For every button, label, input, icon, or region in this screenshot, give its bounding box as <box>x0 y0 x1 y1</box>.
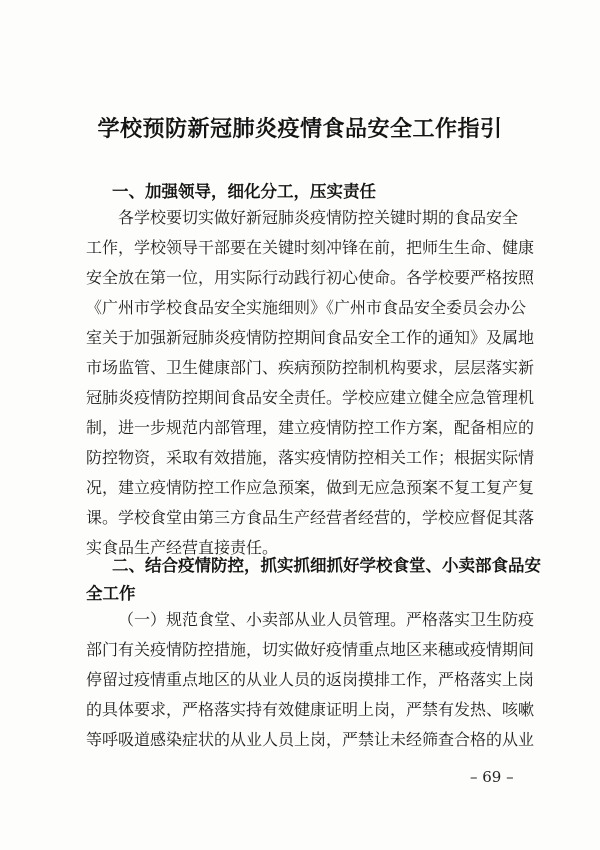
section-1-line: 课。学校食堂由第三方食品生产经营者经营的，学校应督促其落 <box>86 508 535 527</box>
section-1-line: 市场监管、卫生健康部门、疾病预防控制机构要求，层层落实新 <box>86 358 535 377</box>
section-2-line: （一）规范食堂、小卖部从业人员管理。严格落实卫生防疫 <box>118 610 535 629</box>
page-number: – 69 – <box>470 768 514 786</box>
section-1-line: 况，建立疫情防控工作应急预案，做到无应急预案不复工复产复 <box>86 478 535 497</box>
section-1-line: 《广州市学校食品安全实施细则》《广州市食品安全委员会办公 <box>86 298 527 317</box>
section-1-line: 各学校要切实做好新冠肺炎疫情防控关键时期的食品安全 <box>118 208 519 227</box>
section-1-line: 安全放在第一位，用实际行动践行初心使命。各学校要严格按照 <box>86 268 535 287</box>
section-1-line: 冠肺炎疫情防控期间食品安全责任。学校应建立健全应急管理机 <box>86 388 535 407</box>
section-1-line: 防控物资，采取有效措施，落实疫情防控相关工作；根据实际情 <box>86 448 535 467</box>
document-title: 学校预防新冠肺炎疫情食品安全工作指引 <box>97 116 503 142</box>
section-2-line: 停留过疫情重点地区的从业人员的返岗摸排工作，严格落实上岗 <box>86 670 535 689</box>
section-1-line: 制，进一步规范内部管理，建立疫情防控工作方案，配备相应的 <box>86 418 535 437</box>
section-2-heading: 二、结合疫情防控，抓实抓细抓好学校食堂、小卖部食品安 <box>112 556 541 575</box>
section-2-line: 部门有关疫情防控措施，切实做好疫情重点地区来穗或疫情期间 <box>86 640 535 659</box>
section-2-heading-continued: 全工作 <box>86 584 136 603</box>
section-1-line: 工作，学校领导干部要在关键时刻冲锋在前，把师生生命、健康 <box>86 238 535 257</box>
section-1-heading: 一、加强领导，细化分工，压实责任 <box>112 182 376 201</box>
section-2-line: 的具体要求，严格落实持有效健康证明上岗，严禁有发热、咳嗽 <box>86 700 535 719</box>
section-2-line: 等呼吸道感染症状的从业人员上岗，严禁让未经筛查合格的从业 <box>86 730 535 749</box>
section-1-line: 实食品生产经营直接责任。 <box>86 538 279 557</box>
section-1-line: 室关于加强新冠肺炎疫情防控期间食品安全工作的通知》及属地 <box>86 328 535 347</box>
